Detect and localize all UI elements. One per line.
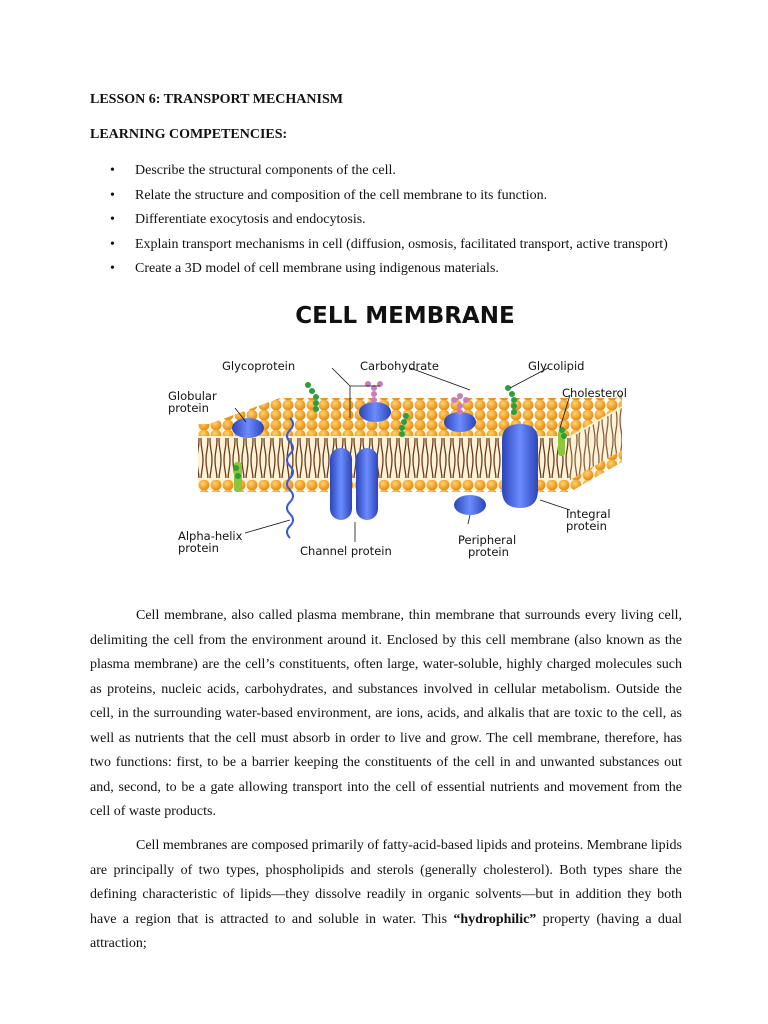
glycoprotein-protein	[359, 402, 391, 422]
globular-protein	[232, 418, 264, 438]
paragraph-cell-membrane: Cell membrane, also called plasma membrane, thin membrane that surrounds every living cell, delimiting the cell from the environment around it. Enclosed by this cell membrane (also known as the plasma membrane) are the cell’s constituents, often large, water-soluble, highly charged molecules such as proteins, nucleic acids, carbohydrates, and substances involved in cellular metabolism. Outside the cell, in the surrounding water-based environment, are ions, acids, and alkalis that are toxic to the cell, as well as nutrients that the cell must absorb in order to live and grow. The cell membrane, therefore, has two functions: first, to be a barrier keeping the constituents of the cell in and unwanted substances out and, second, to be a gate allowing transport into the cell of essential nutrients and movement from the cell of waste products.	[90, 608, 682, 819]
label-peripheral-protein-2: protein	[468, 545, 509, 559]
competencies-heading: LEARNING COMPETENCIES:	[90, 127, 288, 142]
paragraph-composition: Cell membranes are composed primarily of fatty-acid-based lipids and proteins. Membrane lipids are principally of two types, phospholipids and sterols (generally cholesterol). Both types share the defining characteristic of lipids—they dissolve readily in organic solvents—but in addition they both have a region that is attracted to and soluble in water. This “hydrophilic” property (having a dual attraction;	[90, 838, 682, 951]
label-cholesterol: Cholesterol	[562, 386, 627, 400]
bullet-icon: •	[110, 212, 115, 227]
label-integral-protein-2: protein	[566, 519, 607, 533]
peripheral-protein	[454, 495, 486, 515]
label-glycolipid: Glycolipid	[528, 359, 585, 373]
channel-protein	[330, 448, 352, 520]
integral-protein	[502, 424, 538, 508]
list-item: • Create a 3D model of cell membrane using indigenous materials.	[90, 258, 668, 283]
label-peripheral-protein-1: Peripheral	[458, 533, 517, 547]
label-carbohydrate: Carbohydrate	[360, 359, 439, 373]
hydrophilic-term: “hydrophilic”	[453, 911, 537, 927]
label-alpha-helix-1: Alpha-helix	[178, 529, 243, 543]
label-integral-protein-1: Integral	[566, 507, 611, 521]
lesson-title: LESSON 6: TRANSPORT MECHANISM	[90, 92, 343, 107]
list-item: • Describe the structural components of the cell.	[90, 160, 668, 185]
bullet-icon: •	[110, 163, 115, 178]
figure-title: CELL MEMBRANE	[295, 303, 515, 329]
competencies-list	[90, 160, 668, 283]
label-glycoprotein: Glycoprotein	[222, 359, 296, 373]
list-item: • Differentiate exocytosis and endocytosis.	[90, 209, 668, 234]
label-globular-protein-1: Globular	[168, 389, 217, 403]
cell-membrane-figure	[150, 290, 660, 565]
bullet-icon: •	[110, 187, 115, 203]
list-item: • Explain transport mechanisms in cell (diffusion, osmosis, facilitated transport, active transport)	[90, 234, 668, 259]
bullet-icon: •	[110, 261, 115, 276]
label-channel-protein: Channel protein	[300, 544, 392, 558]
label-alpha-helix-2: protein	[178, 541, 219, 555]
list-item: • Relate the structure and composition of the cell membrane to its function.	[90, 185, 668, 210]
label-globular-protein-2: protein	[168, 401, 209, 415]
bullet-icon: •	[110, 236, 115, 252]
